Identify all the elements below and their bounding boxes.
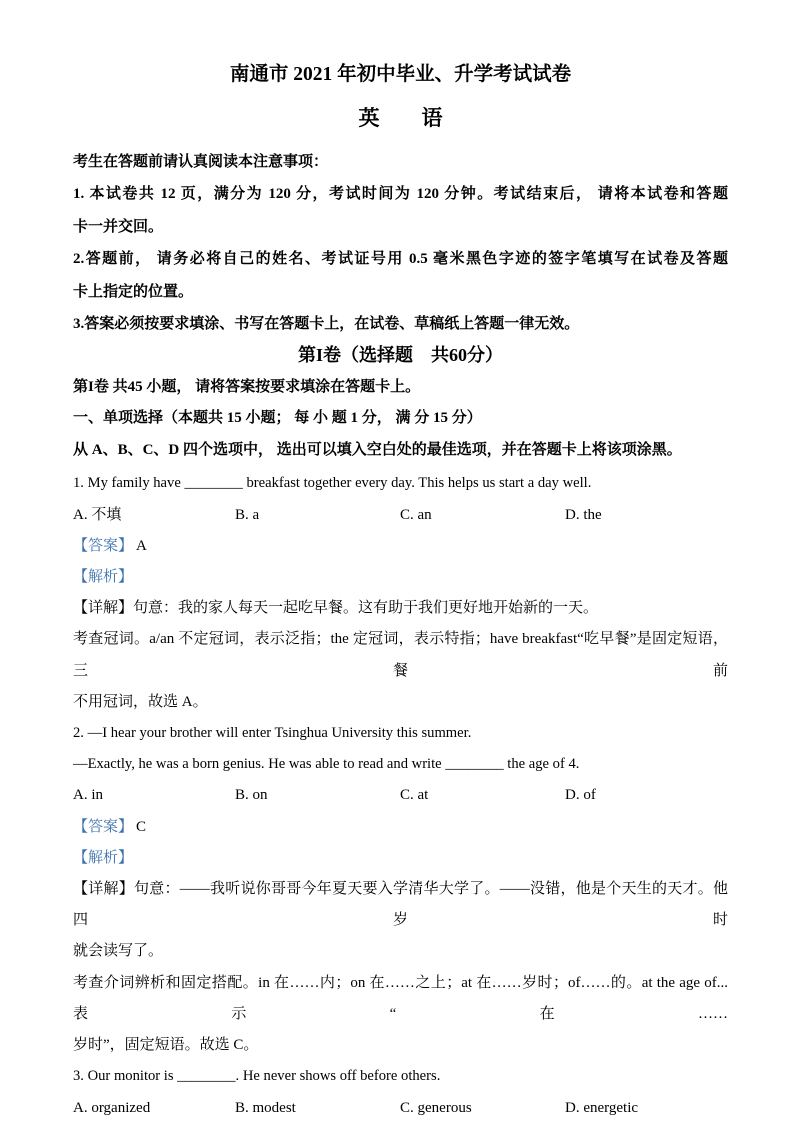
q1-option-d: D. the	[565, 506, 602, 523]
q3-option-a: A. organized	[73, 1099, 151, 1116]
q2-detail-line-3: 考查介词辨析和固定搭配。in 在……内；on 在……之上；at 在……岁时；of……的。at the age of...表示“在……	[73, 974, 728, 1022]
q2-analysis-label: 【解析】	[73, 849, 134, 866]
q2-answer-label: 【答案】	[73, 818, 134, 835]
q1-detail-line-2: 考查冠词。a/an 不定冠词，表示泛指；the 定冠词，表示特指；have breakfast“吃早餐”是固定短语，三餐前	[73, 631, 728, 679]
part1-header	[73, 340, 728, 466]
q1-stem: 1. My family have ________ breakfast together every day. This helps us start a day well.	[73, 475, 592, 492]
questions-area	[73, 468, 728, 1123]
q3-stem: 3. Our monitor is ________. He never shows off before others.	[73, 1068, 441, 1085]
q2-analysis-line	[73, 843, 728, 874]
q1-options	[73, 500, 728, 531]
q1-answer-value: A	[136, 537, 147, 554]
q1-option-b: B. a	[235, 506, 260, 523]
q1-option-a: A. 不填	[73, 506, 122, 523]
q1-detail-line-1: 【详解】句意：我的家人每天一起吃早餐。这有助于我们更好地开始新的一天。	[73, 600, 599, 617]
q1-answer-line	[73, 531, 728, 562]
notice-line-1b: 卡一并交回。	[73, 218, 164, 235]
q2-stem-line-1: 2. —I hear your brother will enter Tsinghua University this summer.	[73, 725, 472, 742]
notice-heading: 考生在答题前请认真阅读本注意事项：	[73, 154, 329, 170]
q3-options	[73, 1093, 728, 1124]
q2-stem-line-2: —Exactly, he was a born genius. He was able to read and write ________ the age of 4.	[73, 756, 580, 773]
q2-answer-line	[73, 812, 728, 843]
notice-line-2b: 卡上指定的位置。	[73, 283, 194, 300]
part1-note: 第I卷 共45 小题， 请将答案按要求填涂在答题卡上。	[73, 378, 421, 395]
section1-title: 一、单项选择（本题共 15 小题； 每 小 题 1 分， 满 分 15 分）	[73, 410, 482, 427]
q2-option-d: D. of	[565, 787, 596, 804]
q1-option-c: C. an	[400, 506, 432, 523]
section1-instruction: 从 A、B、C、D 四个选项中， 选出可以填入空白处的最佳选项，并在答题卡上将该项涂黑。	[73, 441, 682, 458]
notice-line-3: 3.答案必须按要求填涂、书写在答题卡上，在试卷、草稿纸上答题一律无效。	[73, 316, 580, 333]
q2-option-c: C. at	[400, 787, 429, 804]
q2-answer-value: C	[136, 818, 147, 835]
q3-option-c: C. generous	[400, 1099, 472, 1116]
q3-option-d: D. energetic	[565, 1099, 639, 1116]
q2-option-a: A. in	[73, 787, 103, 804]
q1-detail-line-3: 不用冠词，故选 A。	[73, 693, 208, 710]
notice-section	[73, 146, 728, 340]
q1-answer-label: 【答案】	[73, 537, 134, 554]
q2-options	[73, 780, 728, 811]
notice-line-2a: 2.答题前， 请务必将自己的姓名、考试证号用 0.5 毫米黑色字迹的签字笔填写在试卷及答题	[73, 251, 728, 268]
q2-detail-line-4: 岁时”，固定短语。故选 C。	[73, 1037, 259, 1054]
q1-analysis-line	[73, 562, 728, 593]
page-title: 南通市 2021 年初中毕业、升学考试试卷	[229, 64, 572, 85]
exam-subject: 英 语	[358, 106, 443, 130]
notice-line-1a: 1. 本试卷共 12 页，满分为 120 分，考试时间为 120 分钟。考试结束后， 请将本试卷和答题	[73, 186, 728, 203]
q2-option-b: B. on	[235, 787, 268, 804]
q2-detail-line-2: 就会读写了。	[73, 943, 164, 960]
q3-option-b: B. modest	[235, 1099, 296, 1116]
q2-detail-line-1: 【详解】句意：——我听说你哥哥今年夏天要入学清华大学了。——没错，他是个天生的天才。他四岁时	[73, 881, 728, 929]
q1-analysis-label: 【解析】	[73, 569, 134, 586]
part1-title: 第I卷（选择题 共60分）	[297, 345, 503, 366]
